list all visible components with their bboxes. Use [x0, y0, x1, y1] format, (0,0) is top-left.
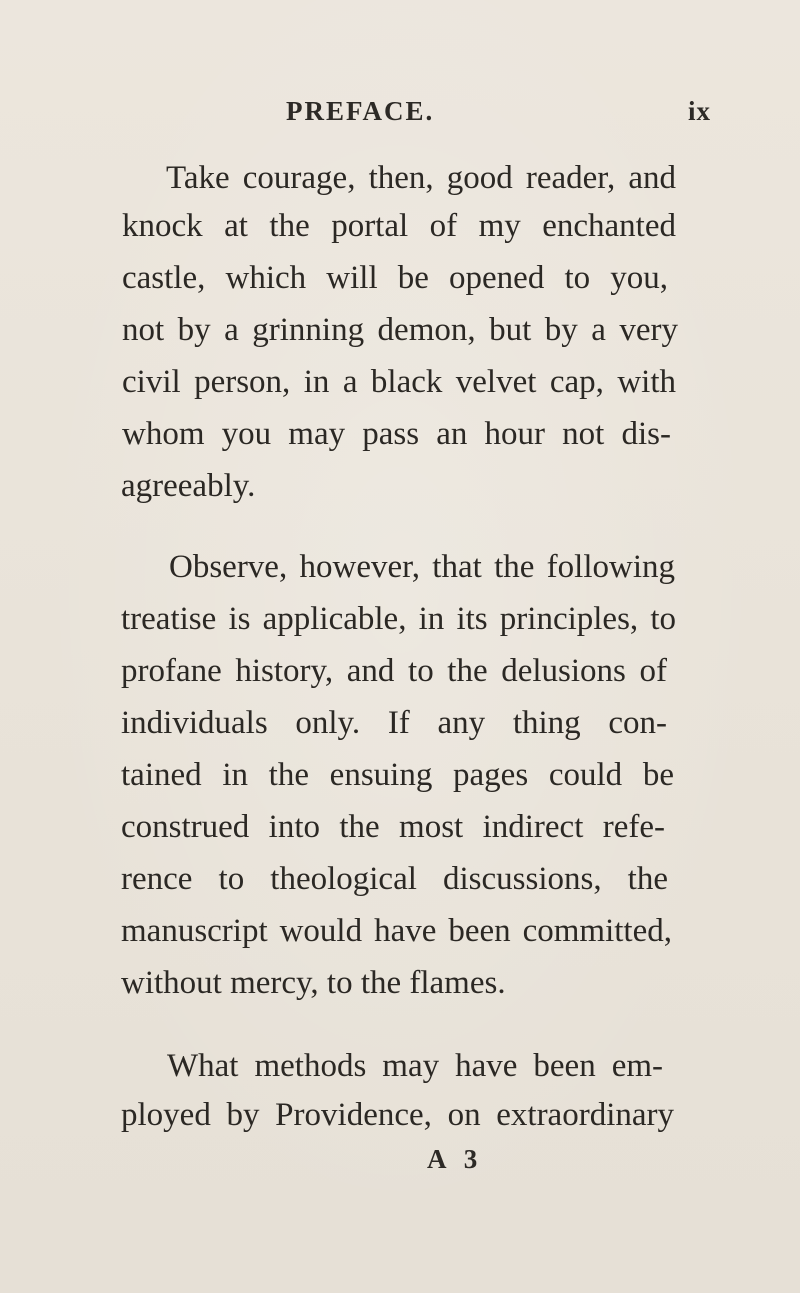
running-title: PREFACE. — [286, 96, 435, 126]
text-line: ployed by Providence, on extraordinary — [121, 1097, 674, 1133]
text-line: profane history, and to the delusions of — [121, 653, 667, 689]
text-line: agreeably. — [121, 468, 256, 504]
text-line: civil person, in a black velvet cap, with — [122, 364, 676, 400]
text-line: rence to theological discussions, the — [121, 861, 668, 897]
text-line: individuals only. If any thing con- — [121, 705, 667, 741]
text-line: castle, which will be opened to you, — [122, 260, 668, 296]
text-line: construed into the most indirect refe- — [121, 809, 665, 845]
text-line: knock at the portal of my enchanted — [122, 208, 676, 244]
text-line: Observe, however, that the following — [169, 549, 675, 585]
page-header — [0, 96, 800, 136]
text-line: whom you may pass an hour not dis- — [122, 416, 671, 452]
page-number: ix — [688, 96, 712, 126]
text-line: without mercy, to the flames. — [121, 965, 506, 1001]
text-line: What methods may have been em- — [167, 1048, 663, 1084]
text-line: manuscript would have been committed, — [121, 913, 672, 949]
text-line: treatise is applicable, in its principles, to — [121, 601, 676, 637]
signature-mark: A 3 — [427, 1144, 484, 1174]
text-line: tained in the ensuing pages could be — [121, 757, 674, 793]
text-line: Take courage, then, good reader, and — [166, 160, 676, 196]
text-line: not by a grinning demon, but by a very — [122, 312, 678, 348]
